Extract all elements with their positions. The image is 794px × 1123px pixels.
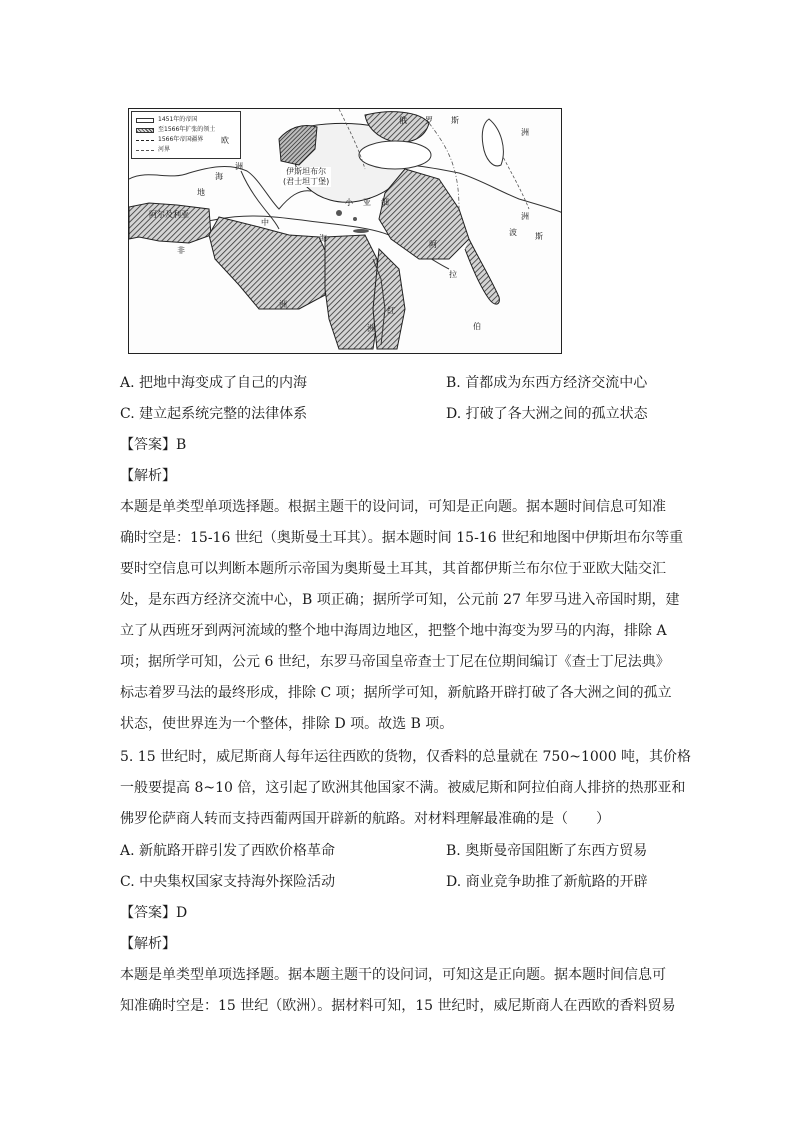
legend-dash-line-icon (136, 150, 154, 151)
q4-analysis-line: 项；据所学可知，公元 6 世纪，东罗马帝国皇帝查士丁尼在位期间编订《查士丁尼法典》 (120, 654, 670, 670)
map-label: 伯 (473, 322, 481, 331)
legend-row-1451 (136, 115, 236, 125)
map-label: 俄 (399, 116, 407, 125)
ottoman-empire-map (128, 108, 562, 354)
q4-option-a: A. 把地中海变成了自己的内海 (120, 375, 308, 391)
q4-analysis-line: 要时空信息可以判断本题所示帝国为奥斯曼土耳其，其首都伊斯兰布尔位于亚欧大陆交汇 (120, 561, 666, 577)
q4-option-d: D. 打破了各大洲之间的孤立状态 (446, 406, 648, 422)
q5-option-b: B. 奥斯曼帝国阻断了东西方贸易 (446, 843, 648, 859)
legend-label: 河界 (158, 146, 171, 153)
map-label: 细 (381, 198, 389, 207)
map-label: 波 (509, 228, 517, 237)
map-label: 非 (177, 246, 185, 255)
q4-option-c: C. 建立起系统完整的法律体系 (120, 406, 308, 422)
q4-answer: 【答案】B (120, 437, 187, 453)
map-label: 洲 (279, 300, 287, 309)
map-label: 海 (215, 172, 223, 181)
q5-option-c: C. 中央集权国家支持海外探险活动 (120, 874, 336, 890)
city-alt-name: (君士坦丁堡) (283, 177, 330, 186)
q5-stem-line: 一般要提高 8~10 倍，这引起了欧洲其他国家不满。被威尼斯和阿拉伯商人排挤的热那亚和 (120, 780, 686, 796)
q5-analysis-title: 【解析】 (120, 936, 176, 952)
q4-analysis-title: 【解析】 (120, 468, 176, 484)
q5-stem-line: 佛罗伦萨商人转而支持西葡两国开辟新的航路。对材料理解最准确的是（ ） (120, 811, 610, 827)
q4-analysis-line: 处，是东西方经济交流中心，B 项正确；据所学可知，公元前 27 年罗马进入帝国时期，建 (120, 592, 680, 608)
legend-row-boundary (136, 145, 236, 155)
q4-analysis-line: 确时空是：15-16 世纪（奥斯曼土耳其）。据本题时间 15-16 世纪和地图中伊斯坦布尔等重 (120, 530, 684, 546)
q5-option-a: A. 新航路开辟引发了西欧价格革命 (120, 843, 336, 859)
legend-label: 至1566年扩张的领土 (158, 126, 216, 133)
legend-label: 1451年的帝国 (158, 116, 198, 123)
q4-option-b: B. 首都成为东西方经济交流中心 (446, 375, 648, 391)
city-name: 伊斯坦布尔 (286, 167, 327, 176)
map-label: 欧 (221, 136, 229, 145)
map-label: 洲 (367, 324, 375, 333)
q4-analysis-line: 立了从西班牙到两河流域的整个地中海周边地区，把整个地中海变为罗马的内海，排除 A (120, 623, 667, 639)
map-label: 拉 (449, 270, 457, 279)
map-label-algeria: 阿尔及利亚 (149, 210, 189, 219)
map-label: 地 (197, 188, 205, 197)
map-label: 罗 (425, 116, 433, 125)
legend-label: 1566年帝国疆界 (158, 136, 204, 143)
map-label: 洲 (521, 212, 529, 221)
q4-analysis-line: 本题是单类型单项选择题。根据主题干的设问词，可知是正向题。据本题时间信息可知准 (120, 499, 666, 515)
map-city-istanbul (281, 167, 331, 187)
map-label: 亚 (363, 198, 371, 207)
legend-hatch-swatch-icon (136, 128, 154, 133)
map-label: 中 (261, 218, 269, 227)
map-label: 小 (345, 198, 353, 207)
q5-answer: 【答案】D (120, 905, 188, 921)
map-label: 红 (387, 306, 395, 315)
map-label: 斯 (535, 232, 543, 241)
q4-analysis-line: 标志着罗马法的最终形成，排除 C 项；据所学可知，新航路开辟打破了各大洲之间的孤立 (120, 685, 672, 701)
map-label: 洲 (235, 162, 243, 171)
legend-row-1566-expansion (136, 125, 236, 135)
legend-dashdot-line-icon (136, 140, 154, 141)
legend-empire-swatch-icon (136, 118, 154, 123)
q5-analysis-line: 本题是单类型单项选择题。据本题主题干的设问词，可知这是正向题。据本题时间信息可 (120, 967, 666, 983)
map-label: 阿 (429, 240, 437, 249)
q5-stem-line: 5. 15 世纪时，威尼斯商人每年运往西欧的货物，仅香料的总量就在 750~1000 吨，其价格 (120, 749, 692, 765)
q5-option-d: D. 商业竞争助推了新航路的开辟 (446, 874, 648, 890)
map-label: 洲 (521, 128, 529, 137)
map-label: 斯 (451, 116, 459, 125)
q4-analysis-line: 状态，使世界连为一个整体，排除 D 项。故选 B 项。 (120, 716, 454, 732)
map-label: 海 (319, 234, 327, 243)
q5-analysis-line: 知准确时空是：15 世纪（欧洲）。据材料可知，15 世纪时，威尼斯商人在西欧的香料贸易 (120, 998, 676, 1014)
